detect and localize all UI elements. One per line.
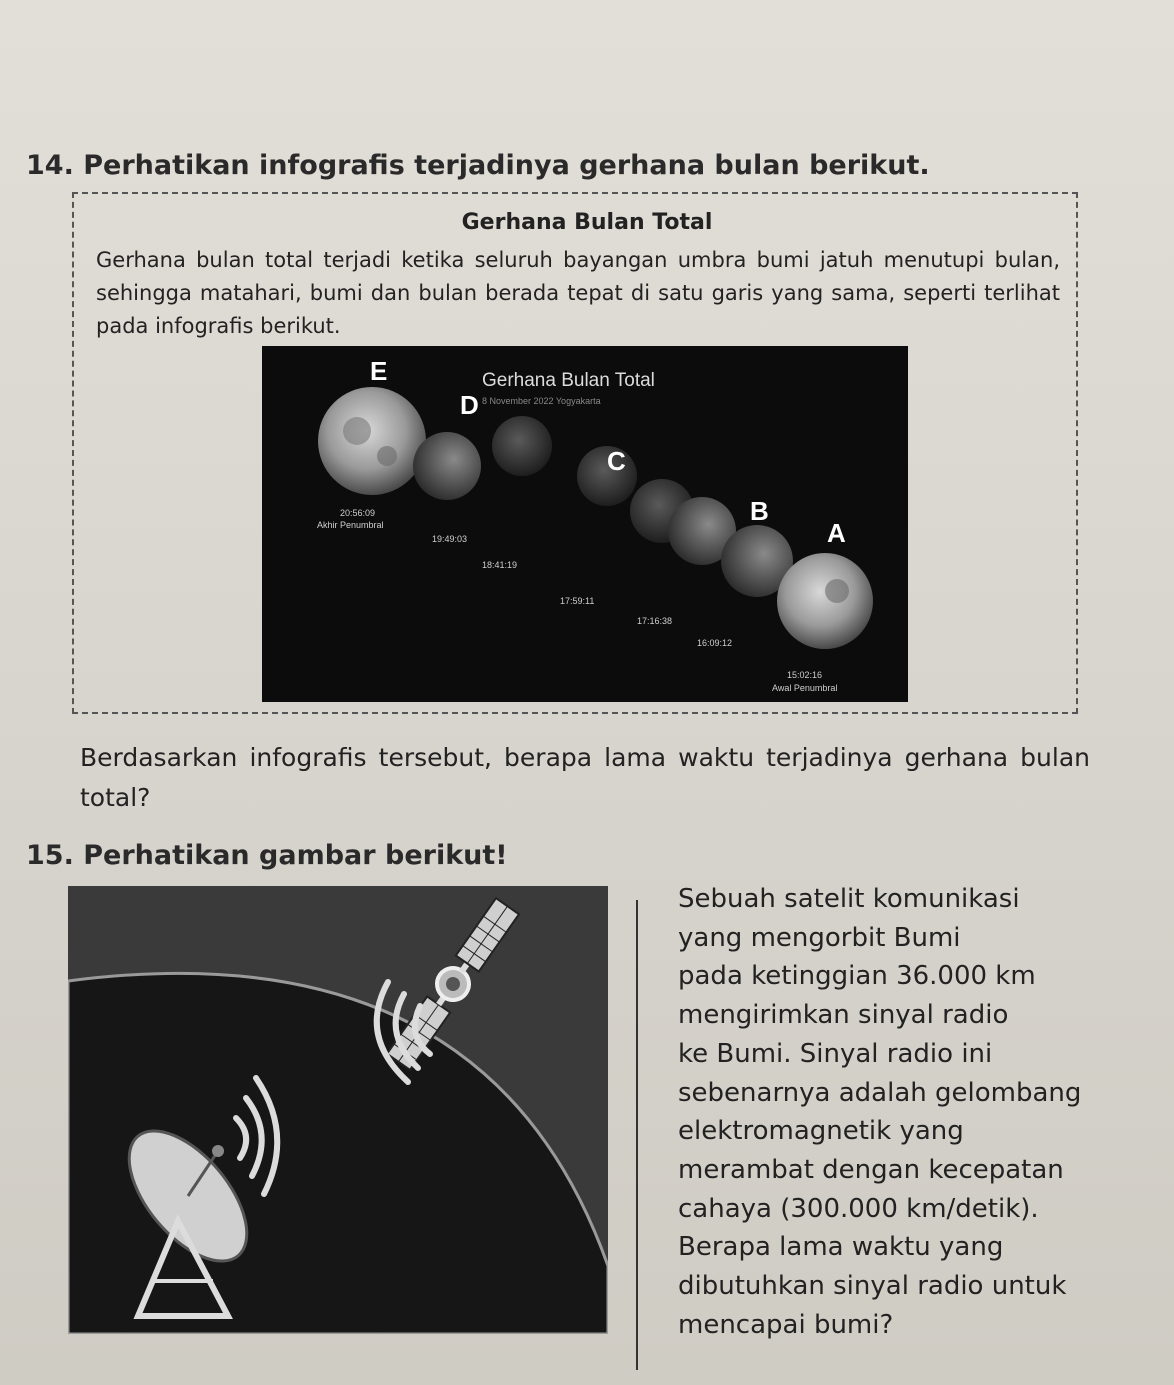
question-15-line: sebenarnya adalah gelombang xyxy=(678,1077,1082,1108)
moon-e-mare-2 xyxy=(377,446,397,466)
time-label-3: 18:41:19 xyxy=(482,560,518,570)
question-15-line: mengirimkan sinyal radio xyxy=(678,1000,1009,1031)
satellite-illustration xyxy=(68,886,608,1334)
question-15-line: cahaya (300.000 km/detik). xyxy=(678,1193,1039,1224)
stage-label-c: C xyxy=(607,446,626,476)
question-15-line: dibutuhkan sinyal radio untuk xyxy=(678,1271,1067,1302)
satellite-illustration-image xyxy=(68,886,608,1334)
moon-a-mare xyxy=(825,579,849,603)
stage-label-a: A xyxy=(827,518,846,548)
info-box-heading: Gerhana Bulan Total xyxy=(461,210,713,235)
question-14-text: Berdasarkan infografis tersebut, berapa lama waktu terjadinya gerhana bulan total? xyxy=(80,743,1090,812)
moon-a xyxy=(777,553,873,649)
eclipse-infographic-image xyxy=(262,346,908,702)
info-box-text: Gerhana bulan total terjadi ketika seluruh bayangan umbra bumi jatuh menutupi bulan, sehingga matahari, bumi dan bulan berada tepat di satu garis yang sama, seperti terlihat pada infografis berikut. xyxy=(96,248,1060,338)
question-15-line: yang mengorbit Bumi xyxy=(678,922,961,953)
question-15-line: ke Bumi. Sinyal radio ini xyxy=(678,1038,993,1069)
moon-e-mare xyxy=(343,417,371,445)
question-15-line: elektromagnetik yang xyxy=(678,1116,964,1147)
question-15-line: Sebuah satelit komunikasi xyxy=(678,884,1020,914)
time-label-2: 19:49:03 xyxy=(432,534,468,544)
start-label: Awal Penumbral xyxy=(772,683,838,693)
moon-d xyxy=(413,432,481,500)
question-15-title: 15. Perhatikan gambar berikut! xyxy=(26,840,508,871)
stage-label-b: B xyxy=(750,496,769,526)
eclipse-infographic xyxy=(262,346,908,702)
question-15-line: pada ketinggian 36.000 km xyxy=(678,961,1036,992)
stage-label-d: D xyxy=(460,390,479,420)
stage-label-e: E xyxy=(370,356,388,386)
time-label-7: 15:02:16 xyxy=(787,670,823,680)
end-label: Akhir Penumbral xyxy=(317,520,384,530)
question-15-line: merambat dengan kecepatan xyxy=(678,1154,1064,1185)
time-label-5: 17:16:38 xyxy=(637,616,673,626)
time-label-1: 20:56:09 xyxy=(340,508,376,518)
time-label-6: 16:09:12 xyxy=(697,638,733,648)
question-15-text xyxy=(678,880,1158,1344)
column-divider xyxy=(636,900,638,1370)
infographic-subtitle: 8 November 2022 Yogyakarta xyxy=(482,396,601,406)
time-label-4: 17:59:11 xyxy=(560,596,595,606)
question-15-line: Berapa lama waktu yang xyxy=(678,1232,1004,1263)
infographic-title: Gerhana Bulan Total xyxy=(482,370,655,391)
question-15-line: mencapai bumi? xyxy=(678,1309,894,1340)
question-14-title: 14. Perhatikan infografis terjadinya gerhana bulan berikut. xyxy=(26,150,930,181)
moon-e xyxy=(318,387,426,495)
moon-c-1 xyxy=(492,416,552,476)
satellite-icon xyxy=(385,897,520,1071)
